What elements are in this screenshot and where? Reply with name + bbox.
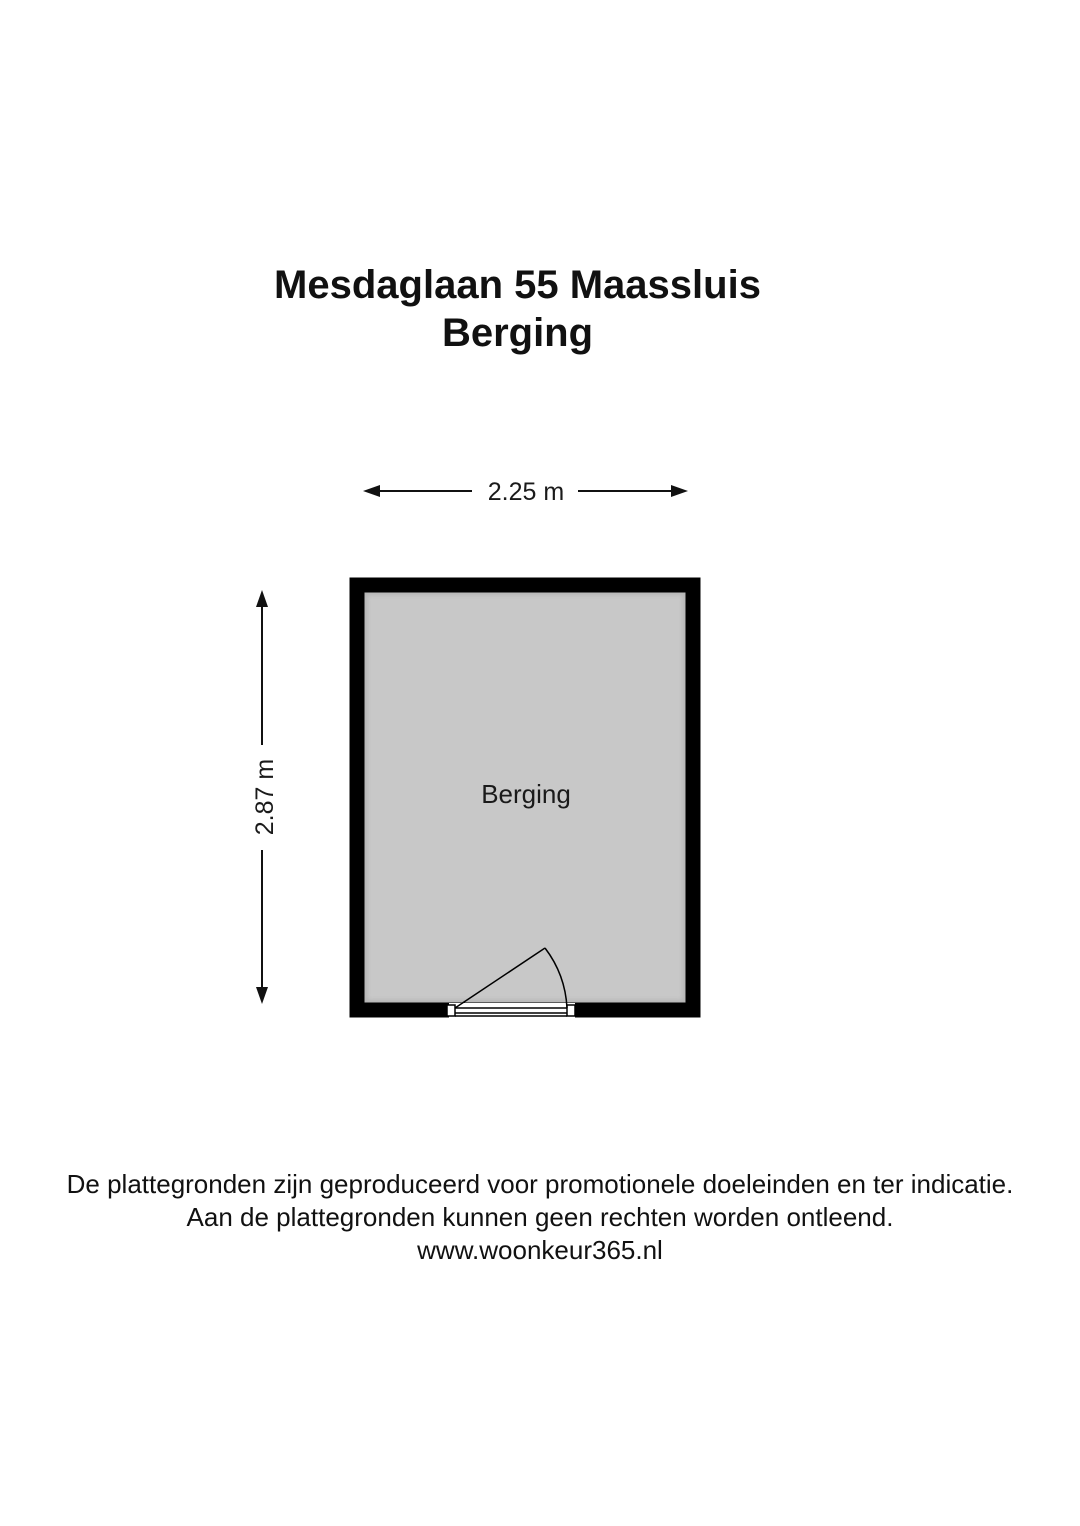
page-title: Mesdaglaan 55 Maassluis <box>274 263 761 307</box>
arrow-right-icon <box>671 485 688 497</box>
room-label: Berging <box>481 779 571 809</box>
depth-dimension <box>251 590 279 1004</box>
disclaimer <box>0 1168 1080 1267</box>
disclaimer-line-2: Aan de plattegronden kunnen geen rechten worden ontleend. <box>186 1202 894 1232</box>
disclaimer-line-1: De plattegronden zijn geproduceerd voor promotionele doeleinden en ter indicatie. <box>66 1169 1014 1199</box>
page-subtitle: Berging <box>441 311 594 355</box>
depth-dimension-label: 2.87 m <box>251 758 279 836</box>
width-dimension <box>363 478 688 506</box>
arrow-down-icon <box>256 987 268 1004</box>
width-dimension-label: 2.25 m <box>487 478 565 506</box>
arrow-up-icon <box>256 590 268 607</box>
website-link[interactable]: www.woonkeur365.nl <box>417 1235 663 1265</box>
arrow-left-icon <box>363 485 380 497</box>
room-berging <box>357 585 693 1018</box>
